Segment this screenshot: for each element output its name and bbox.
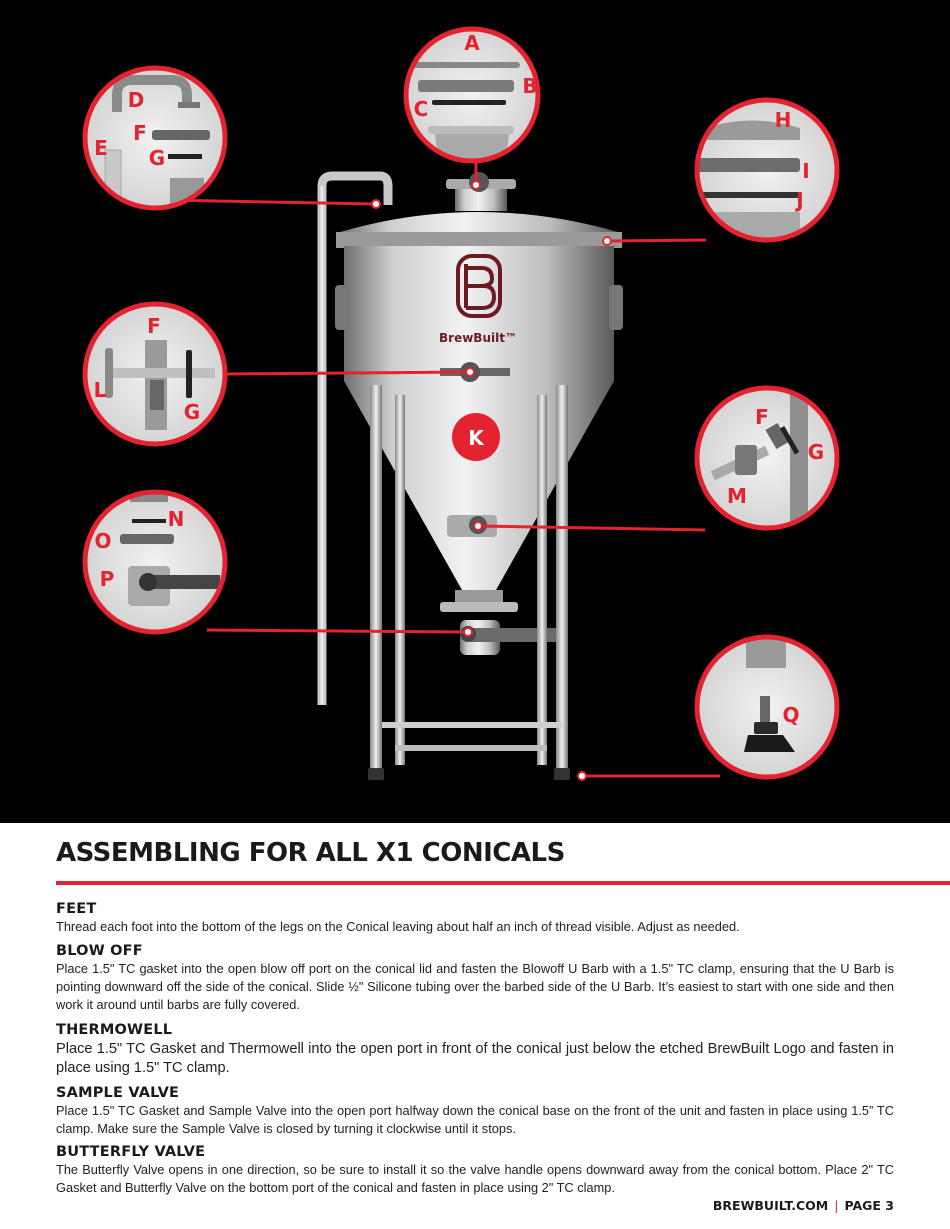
- section-heading-butterfly-valve: BUTTERFLY VALVE: [56, 1144, 206, 1160]
- label-q: Q: [782, 703, 800, 727]
- section-body-feet: Thread each foot into the bottom of the legs on the Conical leaving about half an inch of thread visible. Adjust as needed.: [56, 919, 740, 934]
- label-a: A: [464, 31, 480, 55]
- label-p: P: [99, 567, 115, 591]
- section-heading-thermowell: THERMOWELL: [56, 1022, 173, 1038]
- section-body-thermowell: Place 1.5" TC Gasket and Thermowell into the open port in front of the conical just below the etched BrewBuilt Logo and fasten in place using 1.5" TC clamp.: [56, 1041, 894, 1076]
- callout-k-badge: [452, 413, 500, 461]
- brand-logo-text: BrewBuilt™: [439, 331, 517, 345]
- label-j: J: [796, 188, 804, 212]
- label-g-blowoff: G: [148, 146, 166, 170]
- label-o: O: [94, 529, 112, 553]
- label-d: D: [127, 88, 145, 112]
- label-c: C: [413, 97, 429, 121]
- label-b: B: [522, 74, 538, 98]
- section-body-sample-valve: Place 1.5" TC Gasket and Sample Valve into the open port halfway down the conical base on the front of the unit and fasten in place using 1.5” TC clamp. Make sure the Sample Valve is closed by turning it clockwise until it stops.: [56, 1103, 894, 1136]
- page-footer: [713, 1198, 894, 1213]
- detail-circle-foot: [697, 630, 837, 777]
- detail-circle-lid: [406, 29, 538, 161]
- label-l: L: [93, 378, 107, 402]
- label-f-sample: F: [755, 405, 769, 429]
- label-g-thermowell: G: [183, 400, 201, 424]
- detail-circle-blow-off: [85, 68, 225, 210]
- label-e: E: [94, 136, 108, 160]
- detail-circle-sample-valve: [697, 380, 837, 540]
- section-heading-sample-valve: SAMPLE VALVE: [56, 1085, 180, 1101]
- label-g-sample: G: [807, 440, 825, 464]
- page-title: ASSEMBLING FOR ALL X1 CONICALS: [56, 838, 565, 868]
- footer-separator: |: [834, 1198, 839, 1213]
- detail-circle-butterfly-valve: [85, 490, 225, 632]
- section-heading-feet: FEET: [56, 901, 97, 917]
- section-heading-blow-off: BLOW OFF: [56, 943, 143, 959]
- label-f-thermowell: F: [147, 314, 161, 338]
- label-k: K: [468, 426, 484, 450]
- label-f-blowoff: F: [133, 121, 147, 145]
- title-divider: [56, 881, 950, 885]
- label-i: I: [802, 159, 810, 183]
- label-n: N: [167, 507, 185, 531]
- detail-circle-thermowell: [85, 304, 225, 444]
- detail-circle-rim: [690, 100, 837, 242]
- section-body-butterfly-valve: The Butterfly Valve opens in one direction, so be sure to install it so the valve handle opens downward away from the conical bottom. Place 2" TC Gasket and Butterfly Valve on the bottom port of the conical and fasten in place using 2" TC clamp.: [56, 1162, 894, 1195]
- section-body-blow-off: Place 1.5" TC gasket into the open blow off port on the conical lid and fasten the Blowoff U Barb with a 1.5" TC clamp, ensuring that the U Barb is pointing downward off the side of the conical. Slide ½" Silicone tubing over the barbed side of the U Barb. It’s easiest to start with one side and then work it around until barbs are fully covered.: [56, 961, 894, 1012]
- footer-site-link[interactable]: BREWBUILT.COM: [712, 1198, 829, 1213]
- footer-page-number: PAGE 3: [844, 1198, 894, 1213]
- label-h: H: [774, 108, 792, 132]
- label-m: M: [727, 484, 747, 508]
- conical-tank: [322, 172, 623, 780]
